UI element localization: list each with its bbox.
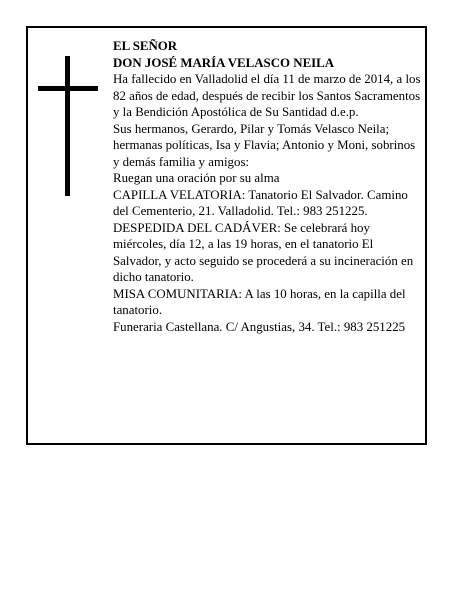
family-list: Sus hermanos, Gerardo, Pilar y Tomás Velasco Neila; hermanas políticas, Isa y Flavia; Antonio y Moni, sobrinos y demás familia y amigos:: [113, 121, 416, 169]
farewell-info: DESPEDIDA DEL CADÁVER: Se celebrará hoy miércoles, día 12, a las 19 horas, en el tanatorio El Salvador, y acto seguido se procederá a su incineración en dicho tanatorio.: [113, 220, 414, 284]
deceased-name: DON JOSÉ MARÍA VELASCO NEILA: [113, 55, 335, 70]
notice-title: EL SEÑOR: [113, 39, 178, 53]
cross-icon: [38, 56, 98, 196]
cross-horizontal-bar: [38, 86, 98, 91]
chapel-info: CAPILLA VELATORIA: Tanatorio El Salvador. Camino del Cementerio, 21. Valladolid. Tel.: 983 251225.: [113, 187, 408, 218]
cross-vertical-bar: [65, 56, 70, 196]
mass-info: MISA COMUNITARIA: A las 10 horas, en la capilla del tanatorio.: [113, 286, 406, 317]
notice-text: [113, 38, 421, 335]
prayer-request: Ruegan una oración por su alma: [113, 171, 280, 185]
death-announcement: Ha fallecido en Valladolid el día 11 de marzo de 2014, a los 82 años de edad, después de recibir los Santos Sacramentos y la Bendición Apostólica de Su Santidad d.e.p.: [113, 72, 421, 119]
funeral-home-info: Funeraria Castellana. C/ Angustias, 34. Tel.: 983 251225: [113, 319, 406, 334]
